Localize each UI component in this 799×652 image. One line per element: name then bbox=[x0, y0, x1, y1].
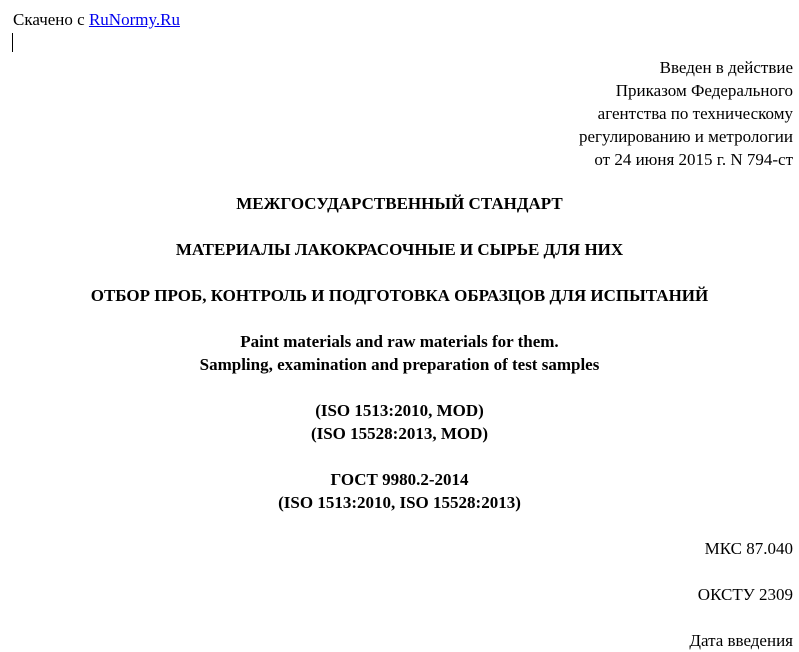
iso-reference-block bbox=[0, 399, 799, 445]
gost-iso-equivalent: (ISO 1513:2010, ISO 15528:2013) bbox=[278, 493, 521, 512]
intro-line-3: агентства по техническому bbox=[597, 104, 793, 123]
gost-designation-block bbox=[0, 468, 799, 514]
source-note bbox=[13, 8, 180, 31]
intro-line-1: Введен в действие bbox=[659, 58, 793, 77]
intro-line-4: регулированию и метрологии bbox=[578, 127, 793, 146]
standard-subtitle: ОТБОР ПРОБ, КОНТРОЛЬ И ПОДГОТОВКА ОБРАЗЦОВ ДЛЯ ИСПЫТАНИЙ bbox=[90, 286, 709, 305]
gost-number: ГОСТ 9980.2-2014 bbox=[330, 470, 469, 489]
english-title-line-2: Sampling, examination and preparation of test samples bbox=[199, 355, 600, 374]
introduction-block bbox=[579, 56, 793, 171]
runormy-link[interactable]: RuNormy.Ru bbox=[88, 10, 180, 29]
introduction-date-label: Дата введения bbox=[689, 631, 793, 650]
iso-reference-line-2: (ISO 15528:2013, MOD) bbox=[310, 424, 489, 443]
english-title-line-1: Paint materials and raw materials for them. bbox=[240, 332, 559, 351]
intro-line-5: от 24 июня 2015 г. N 794-ст bbox=[594, 150, 793, 169]
standard-kind-heading: МЕЖГОСУДАРСТВЕННЫЙ СТАНДАРТ bbox=[236, 194, 563, 213]
source-prefix: Скачено с bbox=[13, 10, 89, 29]
mks-code: МКС 87.040 bbox=[704, 539, 793, 558]
standard-main-title: МАТЕРИАЛЫ ЛАКОКРАСОЧНЫЕ И СЫРЬЕ ДЛЯ НИХ bbox=[175, 240, 624, 259]
okstu-code: ОКСТУ 2309 bbox=[697, 585, 793, 604]
iso-reference-line-1: (ISO 1513:2010, MOD) bbox=[315, 401, 484, 420]
english-title-block bbox=[0, 330, 799, 376]
intro-line-2: Приказом Федерального bbox=[615, 81, 793, 100]
text-cursor bbox=[12, 33, 13, 52]
